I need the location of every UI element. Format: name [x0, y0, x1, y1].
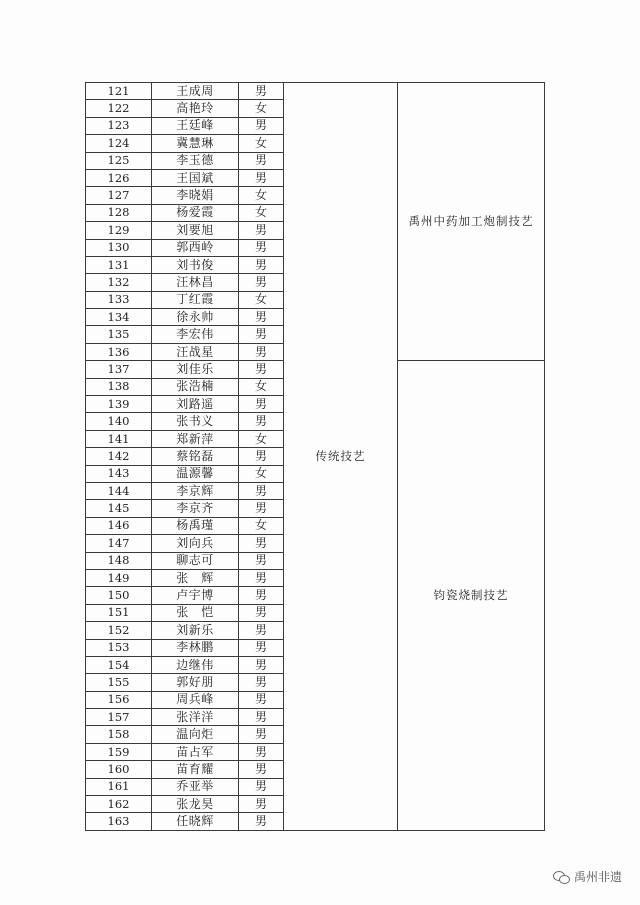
person-gender: 男	[239, 500, 284, 517]
row-number: 154	[86, 656, 152, 673]
person-gender: 女	[239, 291, 284, 308]
row-number: 140	[86, 413, 152, 430]
person-gender: 女	[239, 517, 284, 534]
person-gender: 男	[239, 552, 284, 569]
row-number: 125	[86, 152, 152, 169]
person-gender: 男	[239, 343, 284, 360]
person-gender: 男	[239, 222, 284, 239]
person-name: 张书义	[152, 413, 239, 430]
person-gender: 男	[239, 152, 284, 169]
person-name: 李林鹏	[152, 639, 239, 656]
roster-table	[85, 82, 545, 831]
person-name: 李玉德	[152, 152, 239, 169]
person-name: 聊志可	[152, 552, 239, 569]
watermark	[553, 868, 622, 885]
person-gender: 男	[239, 726, 284, 743]
row-number: 144	[86, 482, 152, 499]
row-number: 123	[86, 117, 152, 134]
person-gender: 男	[239, 569, 284, 586]
person-name: 任晓辉	[152, 813, 239, 830]
row-number: 150	[86, 587, 152, 604]
row-number: 132	[86, 274, 152, 291]
person-name: 郭西岭	[152, 239, 239, 256]
person-name: 边继伟	[152, 656, 239, 673]
person-name: 周兵峰	[152, 691, 239, 708]
person-name: 刘路遥	[152, 396, 239, 413]
row-number: 136	[86, 343, 152, 360]
person-name: 温源馨	[152, 465, 239, 482]
person-name: 汪林昌	[152, 274, 239, 291]
row-number: 161	[86, 778, 152, 795]
person-gender: 女	[239, 204, 284, 221]
person-name: 郑新萍	[152, 430, 239, 447]
person-gender: 男	[239, 361, 284, 378]
row-number: 130	[86, 239, 152, 256]
person-gender: 男	[239, 691, 284, 708]
watermark-text: 禹州非遗	[573, 870, 622, 884]
person-name: 张龙昊	[152, 796, 239, 813]
person-name: 刘书俊	[152, 256, 239, 273]
person-name: 张 恺	[152, 604, 239, 621]
person-name: 苗占军	[152, 743, 239, 760]
person-gender: 女	[239, 378, 284, 395]
row-number: 162	[86, 796, 152, 813]
person-name: 冀慧琳	[152, 135, 239, 152]
person-name: 李宏伟	[152, 326, 239, 343]
row-number: 152	[86, 622, 152, 639]
person-gender: 男	[239, 622, 284, 639]
row-number: 147	[86, 535, 152, 552]
person-gender: 男	[239, 448, 284, 465]
person-gender: 男	[239, 813, 284, 830]
roster-sheet	[85, 82, 544, 828]
person-gender: 男	[239, 239, 284, 256]
person-gender: 男	[239, 169, 284, 186]
row-number: 151	[86, 604, 152, 621]
person-name: 李京辉	[152, 482, 239, 499]
person-name: 王国斌	[152, 169, 239, 186]
person-name: 杨禹瑾	[152, 517, 239, 534]
person-name: 李京齐	[152, 500, 239, 517]
row-number: 155	[86, 674, 152, 691]
person-gender: 男	[239, 413, 284, 430]
person-gender: 女	[239, 100, 284, 117]
person-name: 卢宇博	[152, 587, 239, 604]
person-gender: 男	[239, 743, 284, 760]
person-name: 王廷峰	[152, 117, 239, 134]
row-number: 122	[86, 100, 152, 117]
person-name: 张洋洋	[152, 709, 239, 726]
row-number: 156	[86, 691, 152, 708]
row-number: 131	[86, 256, 152, 273]
row-number: 153	[86, 639, 152, 656]
person-name: 刘向兵	[152, 535, 239, 552]
person-gender: 男	[239, 761, 284, 778]
person-gender: 男	[239, 656, 284, 673]
person-name: 杨爱霞	[152, 204, 239, 221]
row-number: 141	[86, 430, 152, 447]
row-number: 142	[86, 448, 152, 465]
row-number: 159	[86, 743, 152, 760]
person-name: 刘要旭	[152, 222, 239, 239]
row-number: 121	[86, 83, 152, 100]
row-number: 158	[86, 726, 152, 743]
row-number: 135	[86, 326, 152, 343]
row-number: 139	[86, 396, 152, 413]
person-gender: 男	[239, 117, 284, 134]
person-name: 张浩楠	[152, 378, 239, 395]
person-gender: 男	[239, 256, 284, 273]
person-name: 李晓娟	[152, 187, 239, 204]
row-number: 146	[86, 517, 152, 534]
person-gender: 男	[239, 83, 284, 100]
person-name: 徐永帅	[152, 309, 239, 326]
category-cell: 传统技艺	[284, 83, 398, 831]
person-gender: 男	[239, 674, 284, 691]
person-name: 刘新乐	[152, 622, 239, 639]
person-gender: 男	[239, 587, 284, 604]
project-cell: 禹州中药加工炮制技艺	[398, 83, 545, 361]
row-number: 148	[86, 552, 152, 569]
person-name: 高艳玲	[152, 100, 239, 117]
person-name: 丁红霞	[152, 291, 239, 308]
table-row	[86, 83, 545, 100]
wechat-icon	[553, 870, 569, 884]
row-number: 133	[86, 291, 152, 308]
person-gender: 男	[239, 535, 284, 552]
row-number: 157	[86, 709, 152, 726]
person-gender: 男	[239, 639, 284, 656]
person-gender: 男	[239, 309, 284, 326]
person-gender: 男	[239, 778, 284, 795]
row-number: 128	[86, 204, 152, 221]
person-gender: 女	[239, 135, 284, 152]
person-name: 张 辉	[152, 569, 239, 586]
person-gender: 男	[239, 709, 284, 726]
row-number: 127	[86, 187, 152, 204]
person-gender: 男	[239, 396, 284, 413]
person-name: 郭好朋	[152, 674, 239, 691]
person-gender: 男	[239, 274, 284, 291]
person-gender: 女	[239, 187, 284, 204]
person-gender: 男	[239, 796, 284, 813]
row-number: 138	[86, 378, 152, 395]
row-number: 160	[86, 761, 152, 778]
row-number: 134	[86, 309, 152, 326]
person-gender: 男	[239, 326, 284, 343]
row-number: 149	[86, 569, 152, 586]
row-number: 163	[86, 813, 152, 830]
row-number: 126	[86, 169, 152, 186]
row-number: 143	[86, 465, 152, 482]
project-cell: 钧瓷烧制技艺	[398, 361, 545, 831]
person-name: 汪战星	[152, 343, 239, 360]
row-number: 129	[86, 222, 152, 239]
roster-body	[86, 83, 545, 831]
row-number: 145	[86, 500, 152, 517]
person-name: 刘佳乐	[152, 361, 239, 378]
person-name: 王成周	[152, 83, 239, 100]
row-number: 124	[86, 135, 152, 152]
person-name: 乔亚举	[152, 778, 239, 795]
person-gender: 男	[239, 604, 284, 621]
person-name: 苗育耀	[152, 761, 239, 778]
person-name: 蔡铭磊	[152, 448, 239, 465]
person-gender: 女	[239, 430, 284, 447]
row-number: 137	[86, 361, 152, 378]
person-gender: 女	[239, 465, 284, 482]
person-gender: 男	[239, 482, 284, 499]
person-name: 温向炬	[152, 726, 239, 743]
